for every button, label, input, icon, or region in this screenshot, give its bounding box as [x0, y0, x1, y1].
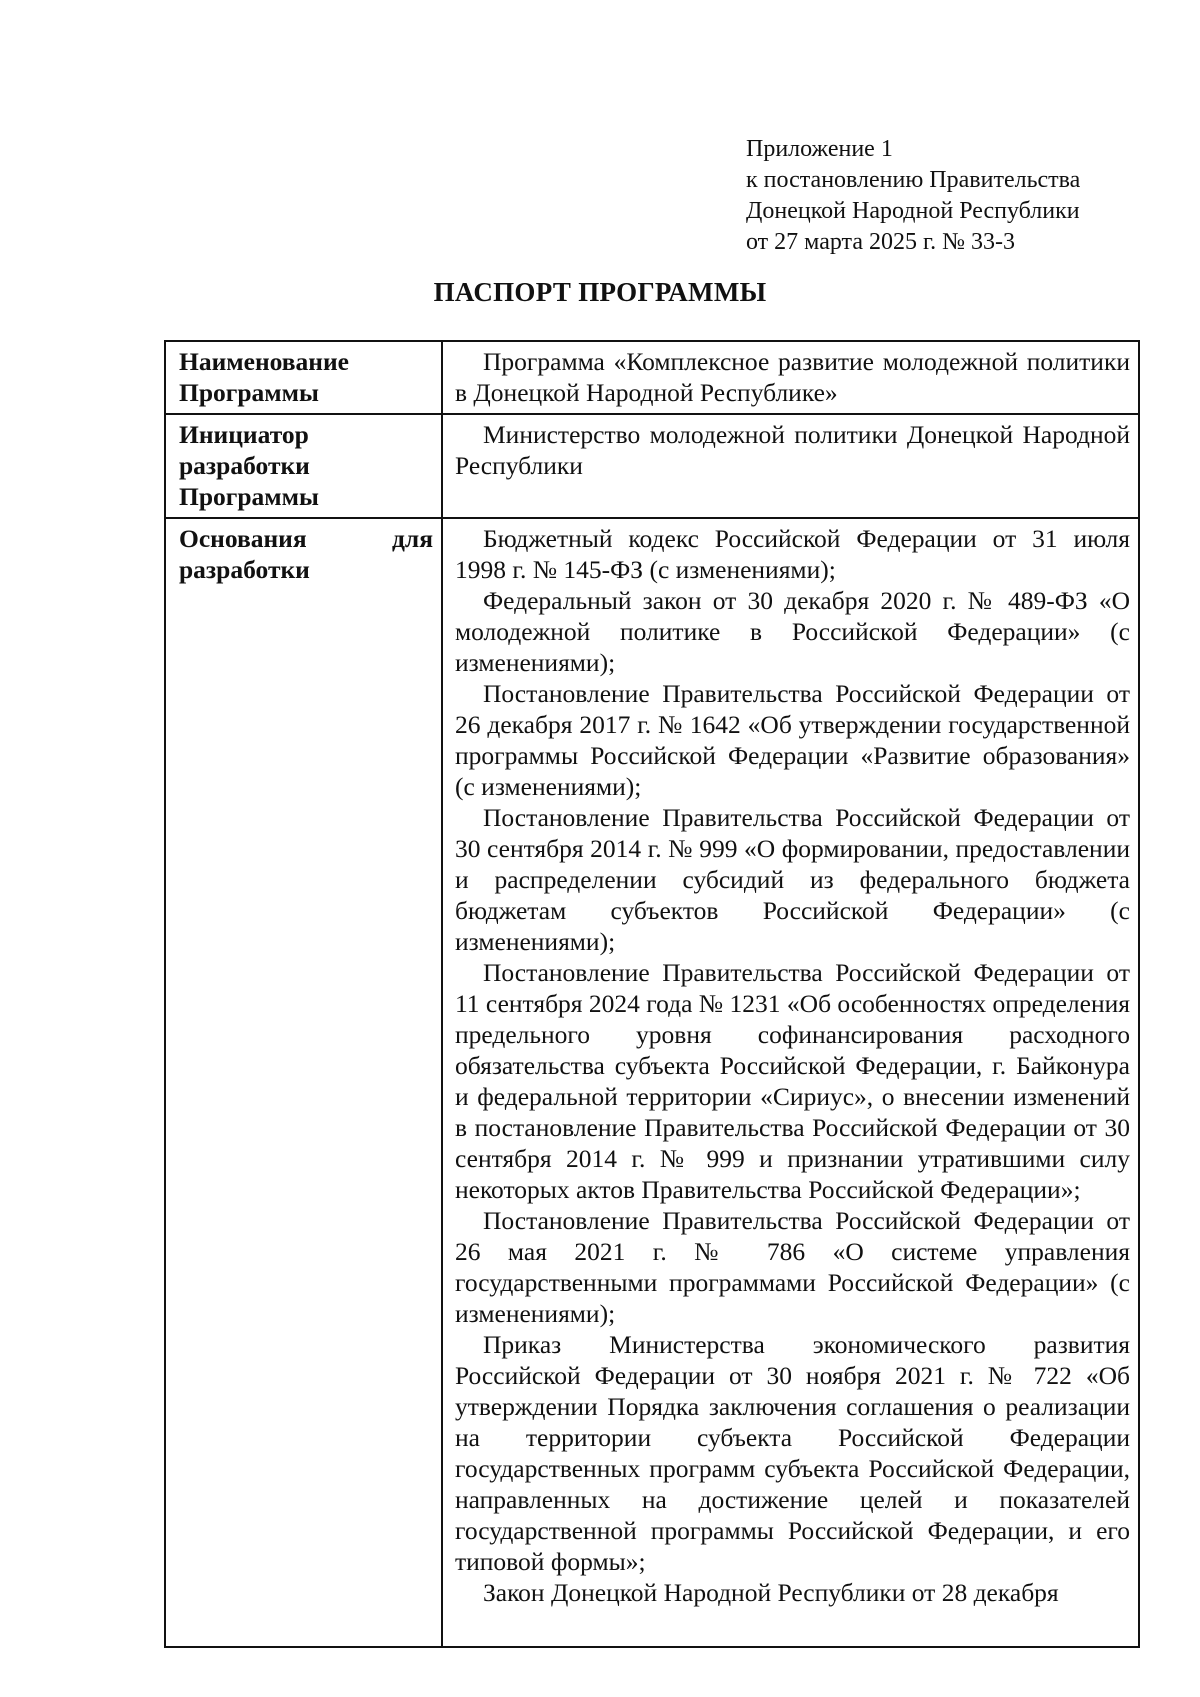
label-line: разработки: [179, 451, 310, 480]
value-paragraph: Федеральный закон от 30 декабря 2020 г. № 489-ФЗ «О молодежной политике в Российской Федерации» (с изменениями);: [455, 586, 1130, 677]
value-paragraph: Постановление Правительства Российской Федерации от 30 сентября 2014 г. № 999 «О формировании, предоставлении и распределении субсидий из федерального бюджета бюджетам субъектов Российской Федерации» (с изменениями);: [455, 803, 1130, 956]
label-word: для: [391, 524, 433, 553]
table-row: [165, 341, 1139, 414]
table-row: [165, 518, 1139, 1647]
appendix-line: Приложение 1: [746, 136, 893, 162]
appendix-line: от 27 марта 2025 г. № 33-3: [746, 229, 1015, 255]
label-word: Основания: [179, 524, 307, 553]
row-value: [442, 518, 1139, 1647]
value-paragraph: Постановление Правительства Российской Федерации от 11 сентября 2024 года № 1231 «Об особенностях определения предельного уровня софинансирования расходного обязательства субъекта Российской Федерации, г. Байконура и федеральной территории «Сириус», о внесении изменений в постановление Правительства Российской Федерации от 30 сентября 2014 г. № 999 и признании утратившими силу некоторых актов Правительства Российской Федерации»;: [455, 958, 1130, 1204]
row-value: [442, 341, 1139, 414]
label-line: [179, 523, 433, 554]
label-line: Программы: [179, 378, 319, 407]
value-paragraph: Постановление Правительства Российской Федерации от 26 декабря 2017 г. № 1642 «Об утверждении государственной программы Российской Федерации «Развитие образования» (с изменениями);: [455, 679, 1130, 801]
value-paragraph: Закон Донецкой Народной Республики от 28 декабря: [483, 1578, 1059, 1607]
row-label: [165, 518, 442, 1647]
appendix-block: [746, 134, 1080, 258]
value-paragraph: Министерство молодежной политики Донецкой Народной Республики: [455, 420, 1130, 480]
table-row: [165, 414, 1139, 518]
page-title: ПАСПОРТ ПРОГРАММЫ: [433, 277, 767, 307]
row-value: [442, 414, 1139, 518]
label-line: Инициатор: [179, 420, 309, 449]
value-paragraph: Приказ Министерства экономического развития Российской Федерации от 30 ноября 2021 г. № 722 «Об утверждении Порядка заключения соглашения о реализации на территории субъекта Российской Федерации государственных программ субъекта Российской Федерации, направленных на достижение целей и показателей государственной программы Российской Федерации, и его типовой формы»;: [455, 1330, 1130, 1576]
appendix-line: к постановлению Правительства: [746, 167, 1081, 193]
row-label: [165, 414, 442, 518]
label-line: разработки: [179, 555, 310, 584]
value-paragraph: Программа «Комплексное развитие молодежной политики в Донецкой Народной Республике»: [455, 347, 1130, 407]
passport-table: [164, 340, 1140, 1648]
label-line: Программы: [179, 482, 319, 511]
label-line: Наименование: [179, 347, 349, 376]
appendix-line: Донецкой Народной Республики: [746, 198, 1080, 224]
row-label: [165, 341, 442, 414]
value-paragraph: Постановление Правительства Российской Федерации от 26 мая 2021 г. № 786 «О системе управления государственными программами Российской Федерации» (с изменениями);: [455, 1206, 1130, 1328]
value-paragraph: Бюджетный кодекс Российской Федерации от 31 июля 1998 г. № 145-ФЗ (с изменениями);: [455, 524, 1130, 584]
